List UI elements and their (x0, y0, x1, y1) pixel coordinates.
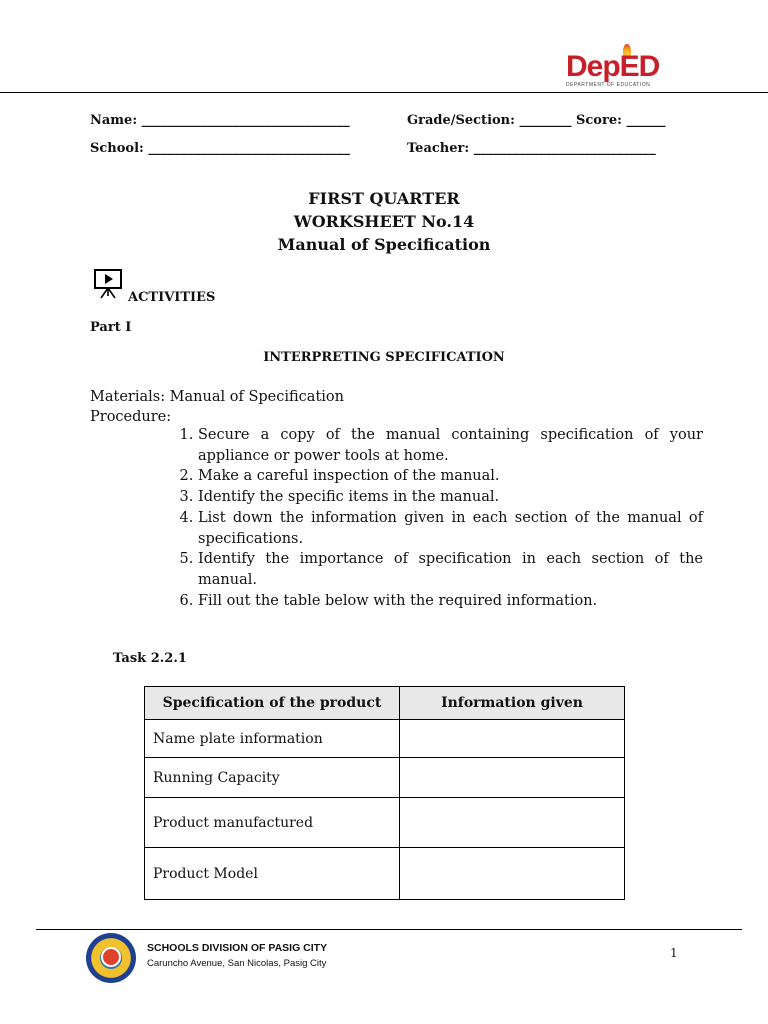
title-topic: Manual of Specification (277, 235, 491, 254)
presentation-board-icon (92, 268, 126, 300)
spec-cell: Running Capacity (145, 758, 400, 798)
name-field (90, 113, 350, 128)
procedure-step: 2. Make a careful inspection of the manual. (198, 466, 703, 487)
teacher-blank[interactable]: ____________________________ (473, 141, 656, 156)
procedure-step: 3. Identify the specific items in the manual. (198, 487, 703, 508)
school-blank[interactable]: _______________________________ (148, 141, 350, 156)
footer-rule (36, 929, 742, 930)
column-header-specification: Specification of the product (145, 687, 400, 720)
grade-blank[interactable]: ________ (519, 113, 572, 128)
section-heading: INTERPRETING SPECIFICATION (263, 350, 505, 365)
school-label: School: (90, 141, 144, 156)
procedure-step: 4. List down the information given in each section of the manual of specifications. (198, 508, 703, 549)
footer-org: SCHOOLS DIVISION OF PASIG CITY (147, 942, 328, 954)
materials-text: Materials: Manual of Specification (90, 389, 344, 405)
logo-subtitle: DEPARTMENT OF EDUCATION (566, 82, 651, 88)
spec-cell: Name plate information (145, 720, 400, 758)
name-blank[interactable]: ________________________________ (141, 113, 350, 128)
title-quarter: FIRST QUARTER (308, 189, 460, 208)
teacher-label: Teacher: (407, 141, 470, 156)
score-label: Score: (576, 113, 622, 128)
school-field (90, 141, 350, 156)
column-header-information: Information given (400, 687, 625, 720)
grade-label: Grade/Section: (407, 113, 515, 128)
logo-wordmark: DepED (566, 50, 660, 83)
table-row (145, 758, 625, 798)
title-worksheet: WORKSHEET No.14 (293, 212, 475, 231)
spec-cell: Product Model (145, 848, 400, 900)
page-number: 1 (670, 946, 678, 960)
task-label: Task 2.2.1 (113, 651, 187, 666)
info-cell[interactable] (400, 720, 625, 758)
score-blank[interactable]: ______ (626, 113, 666, 128)
procedure-label: Procedure: (90, 409, 172, 425)
info-cell[interactable] (400, 798, 625, 848)
activities-label: ACTIVITIES (128, 290, 216, 305)
table-header-row (145, 687, 625, 720)
name-label: Name: (90, 113, 138, 128)
header-rule (0, 92, 768, 93)
table-row (145, 798, 625, 848)
teacher-field (407, 141, 656, 156)
grade-score-field (407, 113, 665, 128)
specification-table (144, 686, 625, 900)
pasig-city-seal-icon (86, 933, 136, 983)
part-label: Part I (90, 320, 132, 335)
procedure-list (173, 425, 703, 611)
procedure-step: 6. Fill out the table below with the required information. (198, 591, 703, 612)
table-row (145, 720, 625, 758)
procedure-step: 1. Secure a copy of the manual containing specification of your appliance or power tools at home. (198, 425, 703, 466)
spec-cell: Product manufactured (145, 798, 400, 848)
footer-address: Caruncho Avenue, San Nicolas, Pasig City (147, 958, 327, 969)
procedure-step: 5. Identify the importance of specification in each section of the manual. (198, 549, 703, 590)
info-cell[interactable] (400, 758, 625, 798)
table-row (145, 848, 625, 900)
deped-logo (566, 44, 678, 90)
info-cell[interactable] (400, 848, 625, 900)
